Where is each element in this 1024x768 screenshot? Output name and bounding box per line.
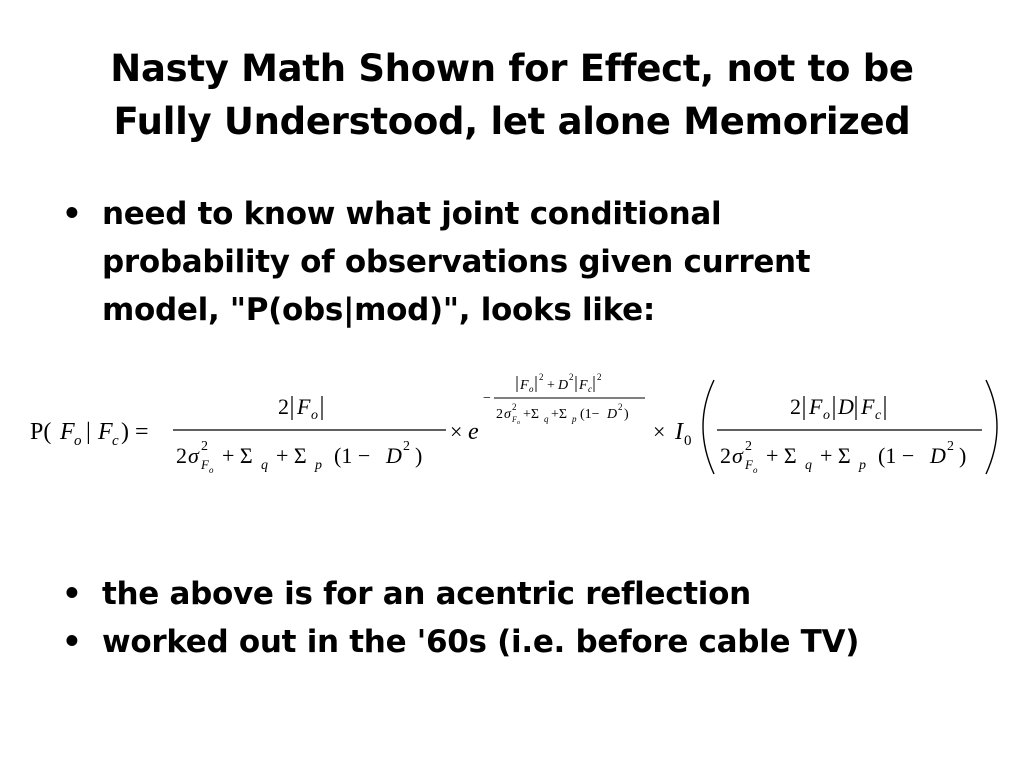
slide-title (40, 42, 984, 148)
svg-text:o: o (311, 408, 318, 423)
svg-text:q: q (805, 458, 812, 473)
svg-text:o: o (74, 433, 82, 449)
svg-text:o: o (753, 465, 758, 475)
svg-text:D: D (558, 378, 569, 393)
bullet-list-upper (60, 190, 980, 334)
svg-text:c: c (875, 408, 882, 423)
equation-term3-fraction (703, 380, 997, 475)
svg-text:(1 −: (1 − (334, 443, 371, 468)
bullet-item-sixties (60, 618, 980, 666)
svg-text:2: 2 (512, 402, 517, 412)
svg-text:(1 −: (1 − (878, 443, 915, 468)
svg-text:0: 0 (684, 433, 692, 449)
bullet-text-line-3: model, "P(obs|mod)", looks like: (102, 292, 655, 328)
svg-text:F: F (579, 378, 588, 393)
equation-lhs (30, 419, 149, 449)
svg-text:c: c (588, 384, 592, 394)
svg-text:2: 2 (496, 407, 503, 422)
svg-text:e: e (468, 419, 479, 445)
svg-text:2: 2 (597, 372, 602, 382)
svg-text:c: c (112, 433, 119, 449)
equation-term1-fraction (173, 394, 446, 475)
svg-text:σ: σ (504, 407, 511, 422)
bullet-dot-icon: • (62, 624, 82, 660)
svg-text:): ) (415, 443, 423, 468)
svg-text:+ Σ: + Σ (222, 443, 253, 468)
svg-text:+ Σ: + Σ (276, 443, 307, 468)
svg-text:+ Σ: + Σ (820, 443, 851, 468)
svg-text:2: 2 (278, 394, 289, 419)
svg-text:2: 2 (176, 443, 187, 468)
svg-text:(1−: (1− (580, 407, 600, 422)
svg-text:2: 2 (790, 394, 801, 419)
bullet-dot-icon: • (62, 196, 82, 232)
svg-text:+Σ: +Σ (551, 407, 568, 422)
svg-text:2: 2 (947, 439, 954, 454)
svg-text:D: D (607, 407, 618, 422)
svg-text:F: F (861, 394, 875, 419)
svg-text:2: 2 (403, 439, 410, 454)
svg-text:|: | (86, 419, 91, 445)
svg-text:σ: σ (188, 443, 199, 468)
svg-text:σ: σ (732, 443, 743, 468)
svg-text:F: F (809, 394, 823, 419)
svg-text:2: 2 (745, 439, 752, 454)
svg-text:2: 2 (720, 443, 731, 468)
svg-text:o: o (529, 384, 534, 394)
svg-text:I: I (675, 419, 683, 445)
svg-text:D: D (386, 443, 402, 468)
svg-text:p: p (859, 458, 866, 473)
svg-text:+: + (547, 378, 555, 393)
likelihood-equation (20, 362, 1010, 490)
bullet-text-line-1: need to know what joint conditional (102, 196, 722, 232)
svg-text:F: F (297, 394, 311, 419)
svg-text:o: o (823, 408, 830, 423)
svg-text:D: D (838, 394, 854, 419)
bullet-text-line-2: probability of observations given current (102, 244, 811, 280)
equation-exponential (450, 372, 645, 445)
bullet-list-lower (60, 570, 980, 666)
svg-text:D: D (930, 443, 946, 468)
svg-text:2: 2 (201, 439, 208, 454)
svg-text:F: F (201, 457, 209, 472)
svg-text:+ Σ: + Σ (766, 443, 797, 468)
svg-text:2: 2 (569, 372, 574, 382)
bullet-dot-icon: • (62, 576, 82, 612)
svg-text:o: o (209, 465, 214, 475)
svg-text:o: o (517, 420, 520, 426)
svg-text:F: F (60, 419, 75, 445)
svg-text:F: F (745, 457, 753, 472)
svg-text:−: − (483, 391, 491, 406)
svg-text:F: F (98, 419, 113, 445)
svg-text:×: × (450, 419, 463, 444)
svg-text:p: p (315, 458, 322, 473)
svg-text:q: q (544, 414, 549, 424)
svg-text:F: F (512, 415, 517, 424)
bullet-item-acentric (60, 570, 980, 618)
svg-text:+Σ: +Σ (523, 407, 540, 422)
equation-bessel (653, 419, 692, 449)
equation-graphic (20, 362, 1010, 490)
svg-text:2: 2 (618, 402, 623, 412)
svg-text:q: q (261, 458, 268, 473)
svg-text:P(: P( (30, 419, 52, 445)
slide-title-line-1: Nasty Math Shown for Effect, not to be (110, 47, 914, 90)
svg-text:p: p (572, 414, 577, 424)
slide-title-line-2: Fully Understood, let alone Memorized (113, 100, 911, 143)
bullet-text: the above is for an acentric reflection (102, 576, 751, 612)
bullet-item-joint-probability (60, 190, 980, 334)
bullet-text: worked out in the '60s (i.e. before cable TV) (102, 624, 860, 660)
svg-text:): ) (624, 407, 629, 422)
svg-text:2: 2 (539, 372, 544, 382)
svg-text:): ) (959, 443, 967, 468)
svg-text:×: × (653, 419, 666, 444)
svg-text:) =: ) = (121, 419, 149, 445)
svg-text:F: F (520, 378, 529, 393)
